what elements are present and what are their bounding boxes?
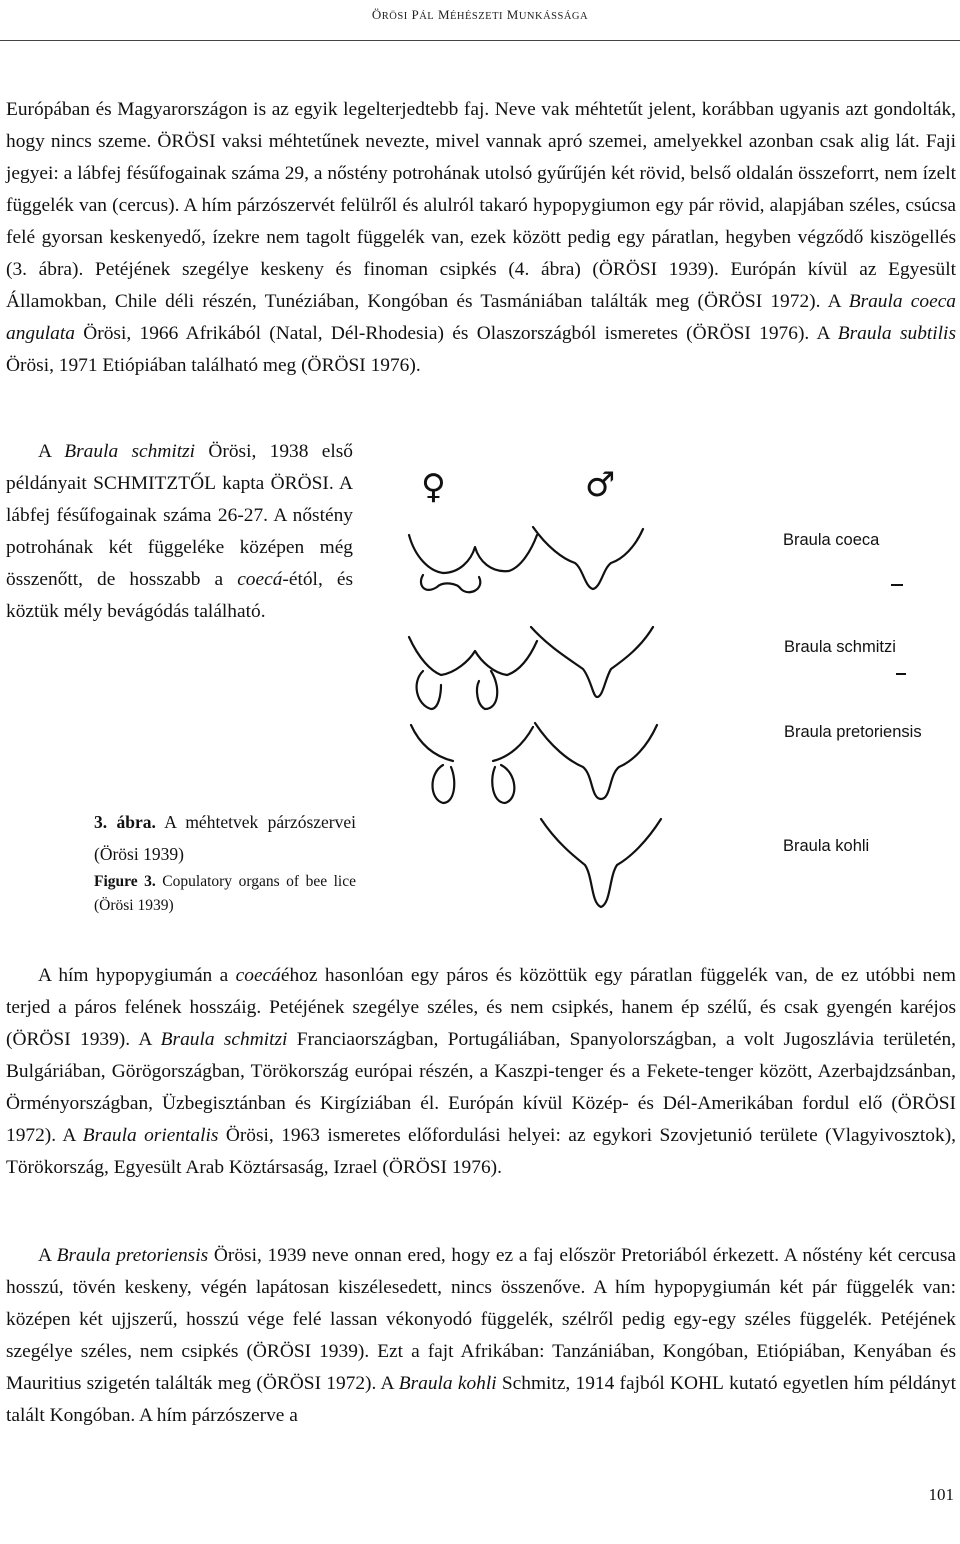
label-braula-kohli: Braula kohli <box>783 837 870 855</box>
paragraph-braula-pretoriensis: A Braula pretoriensis Örösi, 1939 neve onnan ered, hogy ez a faj először Pretoriából érkezett. A nőstény két cercusa hosszú, tövén keskeny, végén lapátosan kiszélesedett, nincs összenőve. A hím hypopygiumán két pár függelék van: középen két ujjszerű, hosszú vége felé lassan vékonyodó függelék, szélről pedig egy-egy széles függelék. Petéjének szegélye széles, nem csipkés (ÖRÖSI 1939). Ezt a fajt Afrikában: Tanzániában, Kongóban, Etiópiában, Kenyában és Mauritius szigetén találták meg (ÖRÖSI 1972). A Braula kohli Schmitz, 1914 fajból KOHL kutató egyetlen hím példányt talált Kongóban. A hím párzószerve a <box>6 1245 957 1426</box>
female-symbol: ♀ <box>421 467 446 507</box>
pretoriensis-male-outline <box>535 723 657 799</box>
label-braula-pretoriensis: Braula pretoriensis <box>784 723 922 741</box>
label-braula-coeca: Braula coeca <box>783 531 880 549</box>
kohli-male-outline <box>541 819 661 907</box>
pretoriensis-female-cerci <box>433 765 515 803</box>
male-symbol: ♂ <box>585 465 616 505</box>
paragraph-braula-schmitzi: A Braula schmitzi Örösi, 1938 első példányait SCHMITZTŐL kapta ÖRÖSI. A lábfej fésűfogainak száma 26-27. A nőstény potrohának két függeléke középen még összenőtt, de hosszabb a coecá-étól, és köztük mély bevágódás található. <box>6 441 354 622</box>
header-rule <box>0 40 960 41</box>
running-header: ÖRÖSI PÁL MÉHÉSZETI MUNKÁSSÁGA <box>371 7 589 22</box>
page-number: 101 <box>928 1485 954 1504</box>
figure-drawing <box>371 447 960 927</box>
separator-mark <box>891 584 903 586</box>
schmitzi-male-outline <box>531 627 653 697</box>
coeca-male-outline <box>533 527 643 589</box>
schmitzi-female-outline <box>409 637 537 675</box>
separator-mark <box>896 673 906 675</box>
paragraph-braula-coeca: Európában és Magyarországon is az egyik legelterjedtebb faj. Neve vak méhtetűt jelent, korábban ugyanis azt gondolták, hogy nincs szeme. ÖRÖSI vaksi méhtetűnek nevezte, mivel vannak apró szemei, amelyekkel azonban csak alig lát. Faji jegyei: a lábfej fésűfogainak száma 29, a nőstény potrohának utolsó gyűrűjén két rövid, belső oldalán összeforrt, nem ízelt függelék van (cercus). A hím párzószervét felülről és alulról takaró hypopygiumon egy pár rövid, alapjában széles, csúcsa felé gyorsan keskenyedő, ízekre nem tagolt függelék van, ezek között pedig egy páratlan, hegyben végződő kiszögellés (3. ábra). Petéjének szegélye keskeny és finoman csipkés (4. ábra) (ÖRÖSI 1939). Európán kívül az Egyesült Államokban, Chile déli részén, Tunéziában, Kongóban és Tasmániában találták meg (ÖRÖSI 1972). A Braula coeca angulata Örösi, 1966 Afrikából (Natal, Dél-Rhodesia) és Olaszországból ismeretes (ÖRÖSI 1976). A Braula subtilis Örösi, 1971 Etiópiában található meg (ÖRÖSI 1976). <box>6 99 956 376</box>
paragraph-schmitzi-male: A hím hypopygiumán a coecáéhoz hasonlóan egy páros és közöttük egy páratlan függelék van, de ez utóbbi nem terjed a páros felének hosszáig. Petéjének szegélye széles, és nem csipkés, hanem ép szélű, és csak gyengén karéjos (ÖRÖSI 1939). A Braula schmitzi Franciaországban, Portugáliában, Spanyolországban, a volt Jugoszlávia területén, Bulgáriában, Görögországban, Törökország európai részén, a Kaszpi-tenger és a Fekete-tenger között, Azerbajdzsánban, Örményországban, Üzbegisztánban és Kirgíziában él. Európán kívül Közép- és Dél-Amerikában fordul elő (ÖRÖSI 1972). A Braula orientalis Örösi, 1963 ismeretes előfordulási helyei: az egykori Szovjetunió területe (Vlagyivosztok), Törökország, Egyesült Arab Köztársaság, Izrael (ÖRÖSI 1976). <box>6 965 956 1178</box>
coeca-female-outline <box>409 535 537 573</box>
schmitzi-female-cerci <box>417 671 498 709</box>
label-braula-schmitzi: Braula schmitzi <box>784 638 896 656</box>
coeca-female-cerci <box>421 575 480 592</box>
figure-copulatory-organs <box>371 447 960 927</box>
pretoriensis-female-outline <box>411 725 533 761</box>
figure-caption: 3. ábra. A méhtetvek párzószervei (Örösi 1939) Figure 3. Copulatory organs of bee lice (Örösi 1939) <box>94 812 356 914</box>
